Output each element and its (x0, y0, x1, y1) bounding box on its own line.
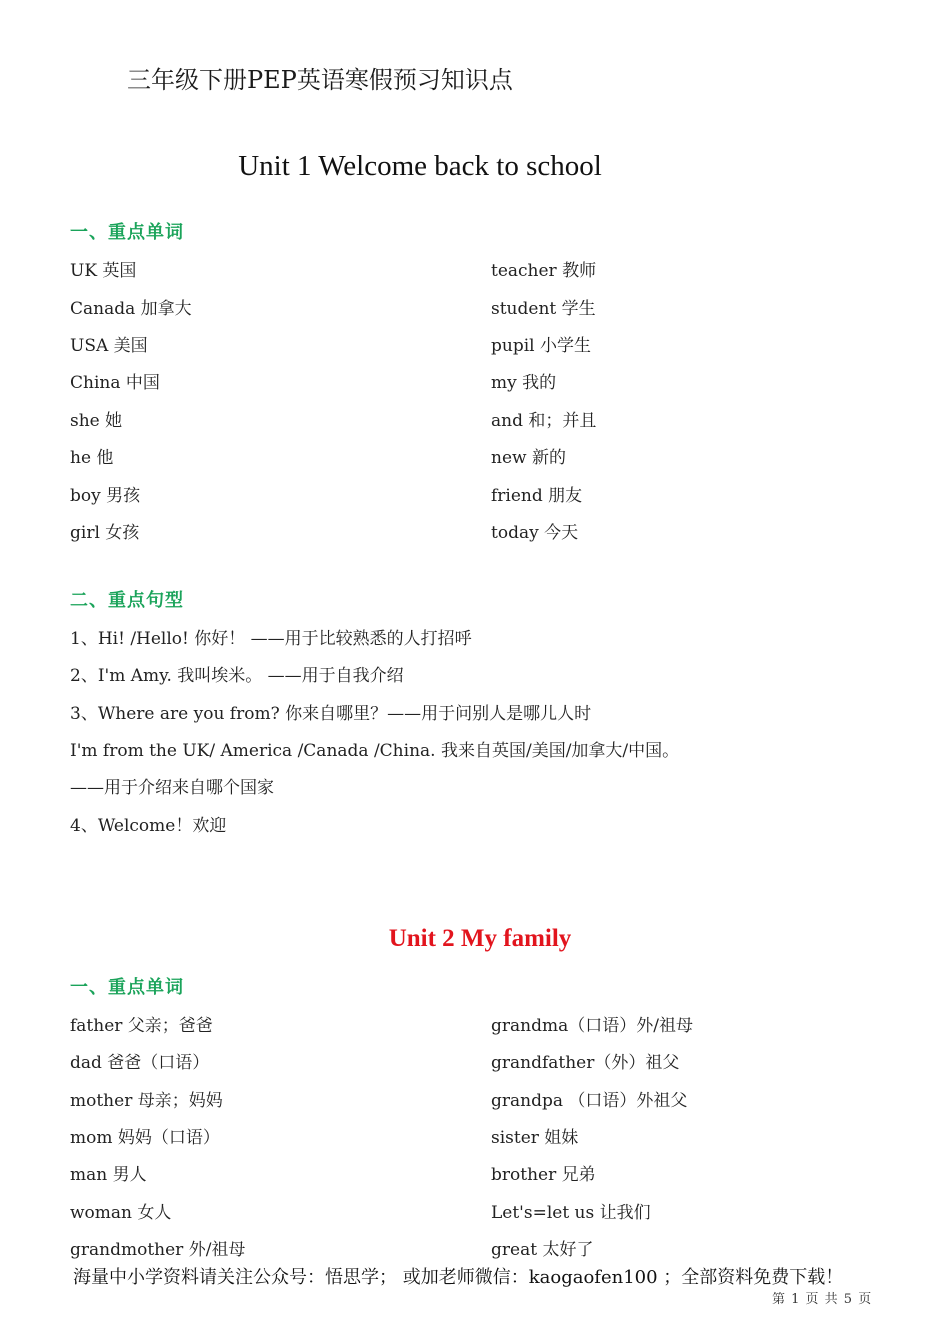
unit1-vocab-item: he 他 (70, 448, 114, 468)
unit1-vocab-item: pupil 小学生 (491, 336, 591, 356)
unit1-sentence: ——用于介绍来自哪个国家 (70, 778, 274, 798)
unit1-vocab-item: boy 男孩 (70, 486, 141, 506)
unit1-vocab-item: China 中国 (70, 373, 160, 393)
unit2-vocab-item: man 男人 (70, 1165, 147, 1185)
unit2-vocab-item: mom 妈妈（口语） (70, 1128, 220, 1148)
unit2-vocab-heading: 一、重点单词 (70, 977, 184, 998)
unit1-vocab-item: and 和；并且 (491, 411, 597, 431)
unit2-vocab-item: Let's=let us 让我们 (491, 1203, 651, 1223)
unit1-vocab-item: teacher 教师 (491, 261, 597, 281)
unit2-vocab-item: brother 兄弟 (491, 1165, 596, 1185)
unit1-vocab-item: girl 女孩 (70, 523, 140, 543)
unit1-vocab-item: UK 英国 (70, 261, 137, 281)
unit2-vocab-item: woman 女人 (70, 1203, 172, 1223)
footer-note: 海量中小学资料请关注公众号：悟思学； 或加老师微信：kaogaofen100 ；全部资料免费下载！ (73, 1267, 844, 1288)
unit2-vocab-item: dad 爸爸（口语） (70, 1053, 210, 1073)
unit1-vocab-item: my 我的 (491, 373, 557, 393)
unit1-vocab-item: student 学生 (491, 299, 596, 319)
unit1-sentence: I'm from the UK/ America /Canada /China. 我来自英国/美国/加拿大/中国。 (70, 741, 680, 761)
unit1-title: Unit 1 Welcome back to school (238, 150, 602, 182)
unit1-vocab-item: she 她 (70, 411, 123, 431)
unit2-vocab-item: father 父亲；爸爸 (70, 1016, 213, 1036)
unit2-vocab-item: grandma（口语）外/祖母 (491, 1016, 693, 1036)
unit1-vocab-heading: 一、重点单词 (70, 222, 184, 243)
unit1-sentence: 3、Where are you from? 你来自哪里？——用于问别人是哪儿人时 (70, 704, 592, 724)
document-title: 三年级下册PEP英语寒假预习知识点 (127, 66, 513, 94)
unit1-vocab-item: Canada 加拿大 (70, 299, 192, 319)
unit1-sentence: 4、Welcome！欢迎 (70, 816, 227, 836)
unit1-vocab-item: friend 朋友 (491, 486, 583, 506)
unit2-title: Unit 2 My family (388, 925, 572, 952)
unit2-vocab-item: grandfather（外）祖父 (491, 1053, 680, 1073)
unit2-vocab-item: great 太好了 (491, 1240, 594, 1260)
unit1-sentence-heading: 二、重点句型 (70, 590, 184, 611)
unit2-vocab-item: grandpa （口语）外祖父 (491, 1091, 688, 1111)
unit1-sentence: 2、I'm Amy. 我叫埃米。 ——用于自我介绍 (70, 666, 404, 686)
unit1-vocab-item: today 今天 (491, 523, 579, 543)
unit2-vocab-item: mother 母亲；妈妈 (70, 1091, 223, 1111)
unit1-vocab-item: new 新的 (491, 448, 566, 468)
unit2-vocab-item: sister 姐妹 (491, 1128, 579, 1148)
unit2-vocab-item: grandmother 外/祖母 (70, 1240, 246, 1260)
unit1-vocab-item: USA 美国 (70, 336, 148, 356)
page-number: 第 1 页 共 5 页 (772, 1292, 873, 1307)
unit1-sentence: 1、Hi! /Hello! 你好！ ——用于比较熟悉的人打招呼 (70, 629, 472, 649)
